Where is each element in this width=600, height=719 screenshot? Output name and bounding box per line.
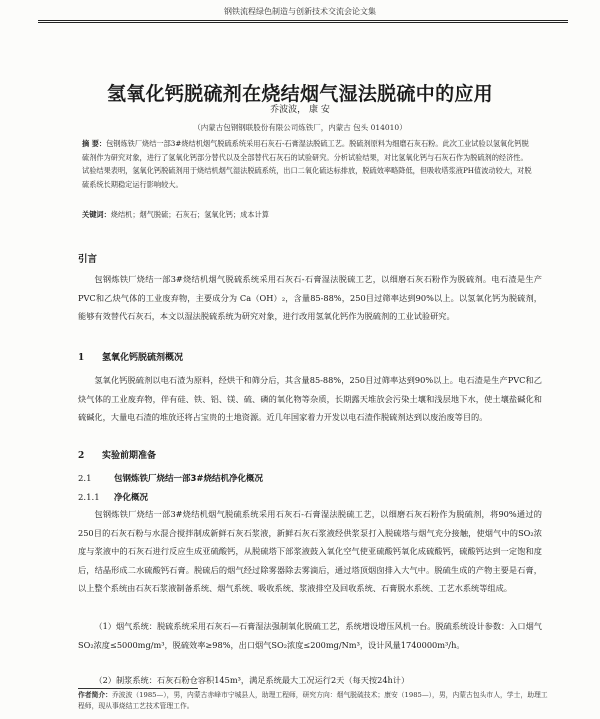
footnote-rule (78, 688, 198, 689)
section-1-heading (78, 350, 183, 363)
section-2-1-1-heading (78, 491, 148, 503)
section-2-number: 2 (78, 451, 85, 461)
section-2-title: 实验前期准备 (102, 451, 157, 461)
footnote-text: 乔波波（1985—），男，内蒙古赤峰市宁城县人，助理工程师，研究方向：烟气脱硫技术；康安（1985—），男，内蒙古包头市人，学士，助理工程师，现从事烧结工艺技术管理工作。 (78, 691, 548, 710)
keywords-text: 烧结机；烟气脱硫；石灰石；氢氧化钙；成本计算 (110, 210, 269, 219)
paper-title: 氢氧化钙脱硫剂在烧结烟气湿法脱硫中的应用 (106, 82, 493, 105)
intro-paragraph: 包钢炼铁厂烧结一部3#烧结机烟气脱硫系统采用石灰石-石膏湿法脱硫工艺，以细磨石灰石粉作为脱硫剂。电石渣是生产PVC和乙炔气体的工业废弃物，主要成分为 Ca（OH）₂，含量85-88%，250目过筛率达到90%以上。以氢氧化钙为脱硫剂，能够有效替代石灰石，本文以湿法脱硫系统为研究对象，进行改用氢氧化钙作为脱硫剂的工业试验研究。 (78, 274, 542, 321)
section-2-1-1-paragraph: 包钢炼铁厂烧结一部3#烧结机烟气脱硫系统采用石灰石-石膏湿法脱硫工艺，以细磨石灰石粉作为脱硫剂，将90%通过的250目的石灰石粉与水混合搅拌制成新鲜石灰石浆液，新鲜石灰石浆液经供浆泵打入脱硫塔与烟气充分接触，使烟气中的SO₂浓度与浆液中的石灰石进行反应生成亚硫酸钙，从脱硫塔下部浆液鼓入氧化空气使亚硫酸钙氧化成硫酸钙，硫酸钙达到一定饱和度后，结晶形成二水硫酸钙石膏。脱硫后的烟气经过除雾器除去雾滴后，通过塔顶烟囱排入大气中。脱硫生成的产物主要是石膏，以上整个系统由石灰石浆液制备系统、烟气系统、吸收系统、浆液排空及回收系统、石膏脱水系统、工艺水系统等组成。 (78, 509, 542, 593)
abstract-label: 摘 要： (82, 139, 107, 148)
flue-gas-system-item: （1）烟气系统：脱硫系统采用石灰石—石膏湿法强制氧化脱硫工艺，系统增设增压风机一台。脱硫系统设计参数：入口烟气SO₂浓度≤5000mg/m³，脱硫效率≥98%，出口烟气SO₂浓度≤200mg/Nm³，设计风量1740000m³/h。 (78, 621, 542, 650)
paper-authors: 乔波波， 康 安 (270, 105, 330, 115)
paper-affiliation: （内蒙古包钢钢联股份有限公司炼铁厂，内蒙古 包头 014010） (193, 123, 407, 132)
keywords (82, 210, 532, 220)
keywords-label: 关键词： (82, 210, 111, 219)
section-2-heading (78, 448, 156, 461)
footnote-label: 作者简介： (78, 691, 112, 699)
section-1-paragraph: 氢氧化钙脱硫剂以电石渣为原料，经烘干和筛分后，其含量85-88%，250目过筛率达到90%以上。电石渣是生产PVC和乙炔气体的工业废弃物，伴有硅、铁、铝、镁、硫、磷的氧化物等杂质，长期露天堆放会污染土壤和浅层地下水，使土壤盐碱化和硫碱化，大量电石渣的堆放还将占宝贵的土地资源。近几年国家着力开发以电石渣作脱硫剂达到以废治废等目的。 (78, 375, 542, 422)
abstract (82, 137, 532, 191)
section-2-1-heading (78, 472, 263, 484)
section-2-1-1-number: 2.1.1 (78, 493, 100, 503)
abstract-text: 包钢炼铁厂烧结一部3#烧结机烟气脱硫系统采用石灰石-石膏湿法脱硫工艺。脱硫剂原料为细磨石灰石粉。此次工业试验以氢氧化钙脱硫剂作为研究对象，进行了氢氧化钙部分替代以及全部替代石灰石的试验研究。分析试验结果，对比氢氧化钙与石灰石作为脱硫剂的经济性。试验结果表明，氢氧化钙脱硫剂用于烧结机烟气湿法脱硫系统，出口二氧化硫达标排放，脱硫效率略降低，但吸收塔浆液PH值波动较大，对脱硫系统长期稳定运行影响较大。 (82, 139, 532, 189)
slurry-system-item: （2）制浆系统：石灰石粉仓容积145m³，满足系统最大工况运行2天（每天按24h计） (94, 675, 410, 685)
section-2-1-title: 包钢炼铁厂烧结一部3#烧结机净化概况 (114, 474, 264, 484)
header-rule (38, 20, 568, 23)
section-2-1-number: 2.1 (78, 474, 92, 484)
section-2-1-1-title: 净化概况 (114, 493, 149, 503)
section-1-title: 氢氧化钙脱硫剂概况 (102, 353, 184, 363)
author-footnote (78, 690, 548, 712)
running-header: 钢铁流程绿色制造与创新技术交流会论文集 (224, 7, 376, 16)
intro-heading: 引言 (78, 254, 98, 265)
section-1-number: 1 (78, 353, 85, 363)
